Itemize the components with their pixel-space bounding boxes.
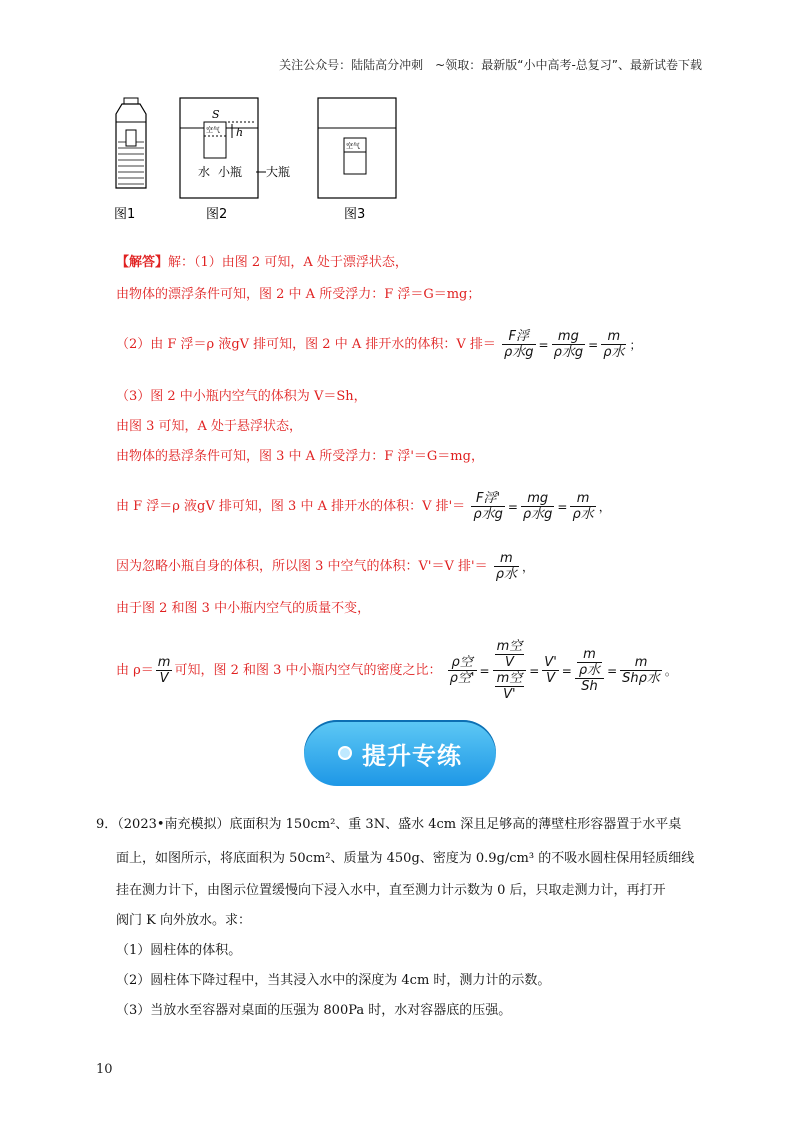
numerator: mg: [552, 330, 586, 345]
answer-line-2: 由物体的漂浮条件可知，图 2 中 A 所受浮力：F 浮＝G＝mg；: [116, 287, 481, 302]
figure-2-small-bottle-label: 小瓶: [218, 165, 243, 179]
denominator: ρ水: [495, 567, 517, 582]
formula-fraction: [601, 330, 626, 359]
answer-line-8-text: 因为忽略小瓶自身的体积，所以图 3 中空气的体积：V'＝V 排'＝: [116, 559, 488, 574]
numerator: m: [570, 492, 595, 507]
problem-line-1: 9．（2023•南充模拟）底面积为 150cm²、重 3N、盛水 4cm 深且足够高的薄壁柱形容器置于水平桌: [96, 817, 682, 832]
numerator: m: [577, 648, 602, 663]
formula-compound-fraction: [575, 648, 604, 693]
problem-line-2: 面上，如图所示，将底面积为 50cm²、质量为 450g、密度为 0.9g/cm³ 的不吸水圆柱保用轻质细线: [116, 851, 695, 866]
denominator: ρ水g: [504, 345, 534, 360]
figure-2-big-bottle-label: 大瓶: [266, 165, 291, 179]
answer-line-8: [116, 552, 535, 581]
formula-fraction: [552, 330, 586, 359]
denominator: ρ水g: [473, 507, 503, 522]
formula-fraction: [620, 656, 662, 685]
denominator: V: [546, 671, 555, 686]
problem-question-2: （2）圆柱体下降过程中，当其浸入水中的深度为 4cm 时，测力计的示数。: [116, 973, 551, 988]
formula-fraction: [471, 492, 505, 521]
answer-line-1-text: 解：（1）由图 2 可知，A 处于漂浮状态，: [168, 255, 408, 270]
answer-line-7-text: 由 F 浮＝ρ 液gV 排可知，图 3 中 A 排开水的体积：V 排'＝: [116, 499, 466, 514]
denominator: Sh: [581, 679, 598, 694]
denominator: V': [503, 687, 516, 702]
figure-1-bottle: [116, 98, 146, 188]
answer-line-7: 由 F 浮＝ρ 液gV 排可知，图 3 中 A 排开水的体积：V 排'＝ $\frac{\text{F浮'}}{\text{ρ水g}}$ = $\frac{mg}{\text{ρ水g}}$ = $\frac{m}{\text{ρ水}}$ ，: [116, 491, 611, 522]
problem-line-4: 阀门 K 向外放水。求：: [116, 913, 251, 928]
numerator: ρ空: [448, 656, 477, 671]
answer-line-1: [116, 256, 408, 269]
answer-line-3: （2）由 F 浮＝ρ 液gV 排可知，图 2 中 A 排开水的体积：V 排＝ $\frac{\text{F浮}}{\text{ρ水g}}$ = $\frac{mg}{\text{ρ水g}}$ = $\frac{m}{\text{ρ水}}$ ；: [116, 329, 642, 360]
denominator: ρ空': [449, 671, 475, 686]
answer-line-10-pre: 由 ρ＝: [116, 663, 154, 678]
formula-fraction: [494, 552, 519, 581]
answer-line-5: 由图 3 可知，A 处于悬浮状态，: [116, 419, 303, 434]
figure-2-label: 图2: [206, 207, 228, 222]
page-number: 10: [96, 1062, 113, 1077]
punctuation: 。: [664, 663, 677, 678]
denominator: ρ水: [603, 345, 625, 360]
numerator: m: [157, 655, 171, 670]
formula-compound-fraction: [493, 640, 527, 701]
numerator: F浮': [471, 492, 505, 507]
numerator: m: [601, 330, 626, 345]
formula-fraction: [542, 656, 558, 685]
answer-line-10: 由 ρ＝ $\frac{m}{V}$ 可知，图 2 和图 3 中小瓶内空气的密度之比： $\frac{\text{ρ空}}{\text{ρ空'}}$ = $\frac{\frac{\text{m空}}{V}}{\frac{\text{m空}}{V'}}$ = $\frac{V'}{V}$ = $\frac{\frac{m}{\text{ρ水}}}{Sh}$ = $\frac{m}{\text{Shρ水}}$ 。: [116, 639, 677, 702]
figure-2-water-label: 水: [198, 165, 211, 179]
numerator: F浮: [502, 330, 536, 345]
formula-fraction: [156, 656, 173, 685]
page-header: 关注公众号：陆陆高分冲刺 ~领取：最新版“小中高考-总复习”、最新试卷下载: [279, 58, 702, 72]
answer-line-3-text: （2）由 F 浮＝ρ 液gV 排可知，图 2 中 A 排开水的体积：V 排＝: [116, 337, 496, 352]
problem-question-1: （1）圆柱体的体积。: [116, 943, 242, 958]
formula-fraction: [521, 492, 555, 521]
denominator: ρ水: [572, 507, 594, 522]
numerator: m: [620, 656, 662, 671]
denominator: V: [504, 655, 514, 670]
punctuation: ，: [522, 559, 535, 574]
numerator: m空: [496, 671, 523, 686]
denominator: Shρ水: [622, 671, 660, 686]
answer-line-10-mid: 可知，图 2 和图 3 中小瓶内空气的密度之比：: [174, 663, 442, 678]
practice-section-button[interactable]: [304, 720, 496, 786]
numerator: mg: [521, 492, 555, 507]
problem-question-3: （3）当放水至容器对桌面的压强为 800Pa 时，水对容器底的压强。: [116, 1003, 512, 1018]
practice-section-label: 提升专练: [362, 741, 462, 770]
formula-fraction: [570, 492, 595, 521]
answer-line-4: （3）图 2 中小瓶内空气的体积为 V＝Sh，: [116, 389, 367, 404]
punctuation: ；: [629, 337, 642, 352]
denominator: V: [159, 671, 169, 686]
figure-3-air-label: 空气: [346, 142, 360, 150]
formula-fraction: [448, 656, 477, 685]
answer-line-6: 由物体的悬浮条件可知，图 3 中 A 所受浮力：F 浮'＝G＝mg，: [116, 449, 484, 464]
denominator: ρ水g: [522, 507, 553, 522]
figure-3-label: 图3: [344, 207, 366, 222]
formula-fraction: [502, 330, 536, 359]
denominator: ρ水g: [553, 345, 584, 360]
figure-2-s-label: S: [212, 108, 220, 121]
problem-line-3: 挂在测力计下，由图示位置缓慢向下浸入水中，直至测力计示数为 0 后，只取走测力计，再打开: [116, 883, 666, 898]
numerator: V': [544, 655, 557, 670]
figure-2-h-label: h: [236, 126, 244, 139]
numerator: m: [494, 552, 519, 567]
figure-group: [108, 96, 428, 226]
bullet-icon: [338, 746, 352, 760]
figure-2-air-label: 空气: [206, 126, 220, 134]
answer-line-9: 由于图 2 和图 3 中小瓶内空气的质量不变，: [116, 601, 371, 616]
numerator: m空: [496, 639, 523, 654]
punctuation: ，: [598, 499, 611, 514]
figure-1-label: 图1: [114, 207, 136, 222]
answer-tag: 【解答】: [116, 255, 169, 270]
denominator: ρ水: [578, 663, 601, 678]
